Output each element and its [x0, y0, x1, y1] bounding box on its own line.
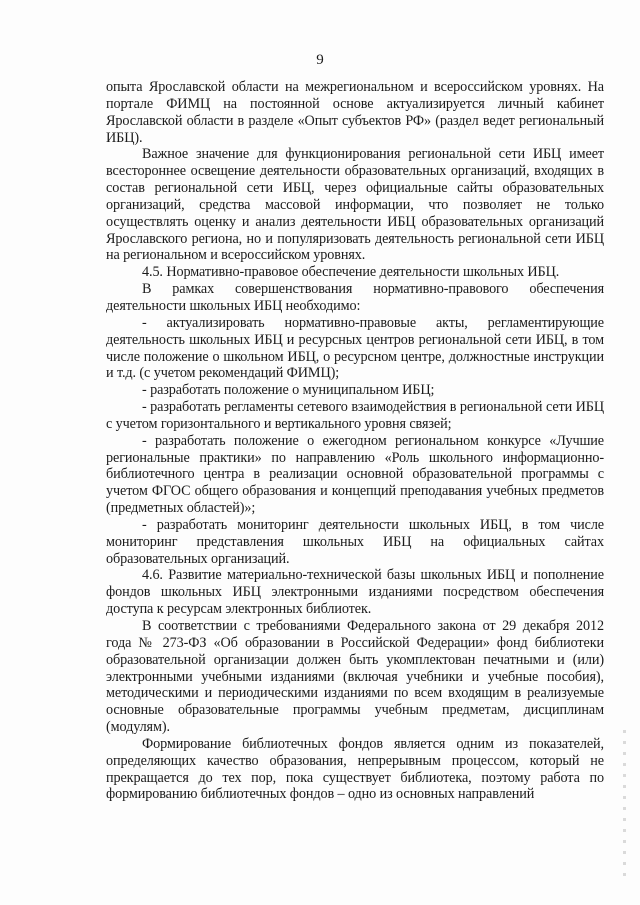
paragraph-network-coverage: Важное значение для функционирования региональной сети ИБЦ имеет всестороннее освещение деятельности образовательных организаций, входящих в состав региональной сети ИБЦ, через официальные сайты образовательных организаций, средства массовой информации, что позволяет не только осуществлять оценку и анализ деятельности ИБЦ образовательных организаций Ярославского региона, но и популяризовать деятельность региональной сети ИБЦ на региональном и всероссийском уровнях. — [106, 146, 604, 264]
document-body — [106, 79, 604, 803]
section-heading-4-6: 4.6. Развитие материально-технической базы школьных ИБЦ и пополнение фондов школьных ИБЦ электронными изданиями посредством обеспечения доступа к ресурсам электронных библиотек. — [106, 567, 604, 618]
paragraph-experience-portal: опыта Ярославской области на межрегиональном и всероссийском уровнях. На портале ФИМЦ на постоянной основе актуализируется личный кабинет Ярославской области в разделе «Опыт субъектов РФ» (раздел ведет региональный ИБЦ). — [106, 79, 604, 146]
list-item-municipal-regulation: - разработать положение о муниципальном ИБЦ; — [142, 382, 435, 399]
scan-artifact — [623, 730, 626, 880]
page-number: 9 — [316, 52, 324, 68]
list-item-monitoring: - разработать мониторинг деятельности школьных ИБЦ, в том числе мониторинг представления школьных ИБЦ на официальных сайтах образовательных организаций. — [106, 516, 604, 567]
paragraph-federal-law: В соответствии с требованиями Федерального закона от 29 декабря 2012 года № 273-ФЗ «Об образовании в Российской Федерации» фонд библиотеки образовательной организации должен быть укомплектован печатными и (или) электронными учебными изданиями (включая учебники и учебные пособия), методическими и периодическими изданиями по всем входящим в реализуемые основные образовательные программы учебным предметам, дисциплинам (модулям). — [106, 618, 604, 736]
list-item-network-regulations: - разработать регламенты сетевого взаимодействия в региональной сети ИБЦ с учетом горизонтального и вертикального уровня связей; — [106, 399, 604, 432]
list-item-update-acts: - актуализировать нормативно-правовые акты, регламентирующие деятельность школьных ИБЦ и ресурсных центров региональной сети ИБЦ, в том числе положение о школьном ИБЦ, о ресурсном центре, должностные инструкции и т.д. (с учетом рекомендаций ФИМЦ); — [106, 314, 604, 382]
section-heading-4-5: 4.5. Нормативно-правовое обеспечение деятельности школьных ИБЦ. — [142, 264, 560, 281]
paragraph-library-funds: Формирование библиотечных фондов является одним из показателей, определяющих качество образования, непрерывным процессом, который не прекращается до тех пор, пока существует библиотека, поэтому работа по формированию библиотечных фондов – одно из основных направлений — [106, 735, 604, 803]
paragraph-regulatory-intro: В рамках совершенствования нормативно-правового обеспечения деятельности школьных ИБЦ необходимо: — [106, 281, 604, 314]
list-item-contest-regulation: - разработать положение о ежегодном региональном конкурсе «Лучшие региональные практики» по направлению «Роль школьного информационно-библиотечного центра в реализации основной образовательной программы с учетом ФГОС общего образования и концепций преподавания учебных предметов (предметных областей)»; — [106, 432, 604, 517]
